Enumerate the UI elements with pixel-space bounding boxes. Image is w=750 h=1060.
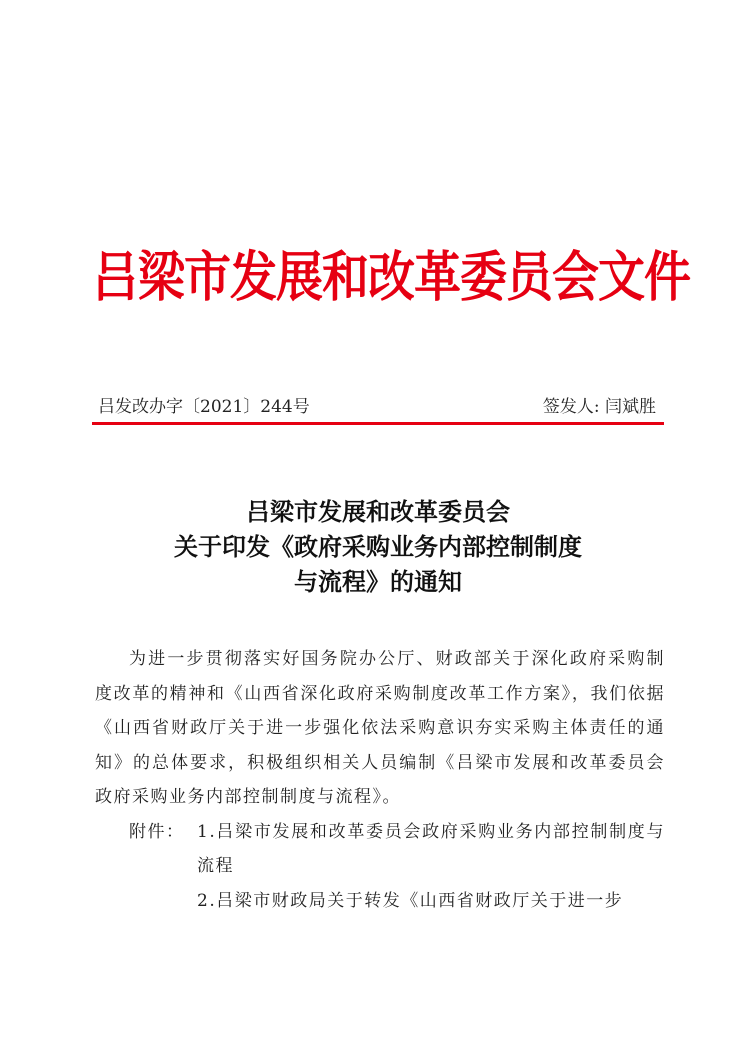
attachments-list <box>197 815 665 919</box>
attachment-item: 1.吕梁市发展和改革委员会政府采购业务内部控制制度与流程 <box>197 821 665 876</box>
document-number: 吕发改办字〔2021〕244号 <box>98 397 310 417</box>
title-line-2: 关于印发《政府采购业务内部控制制度 <box>174 532 582 561</box>
attachments-label: 附件： <box>129 821 185 842</box>
document-body <box>95 642 665 918</box>
agency-red-header: 吕梁市发展和改革委员会文件 <box>92 245 690 310</box>
title-line-3: 与流程》的通知 <box>294 567 462 596</box>
attachment-item: 2.吕梁市财政局关于转发《山西省财政厅关于进一步 <box>197 890 624 911</box>
title-line-1: 吕梁市发展和改革委员会 <box>246 497 510 526</box>
attachments-section <box>95 815 665 919</box>
body-paragraph: 为进一步贯彻落实好国务院办公厅、财政部关于深化政府采购制度改革的精神和《山西省深化政府采购制度改革工作方案》，我们依据《山西省财政厅关于进一步强化依法采购意识夯实采购主体责任的通知》的总体要求，积极组织相关人员编制《吕梁市发展和改革委员会政府采购业务内部控制制度与流程》。 <box>95 649 665 807</box>
document-meta-line <box>98 392 660 420</box>
document-title <box>92 494 664 599</box>
signer: 签发人: 闫斌胜 <box>542 397 656 417</box>
red-divider-line <box>92 422 664 425</box>
